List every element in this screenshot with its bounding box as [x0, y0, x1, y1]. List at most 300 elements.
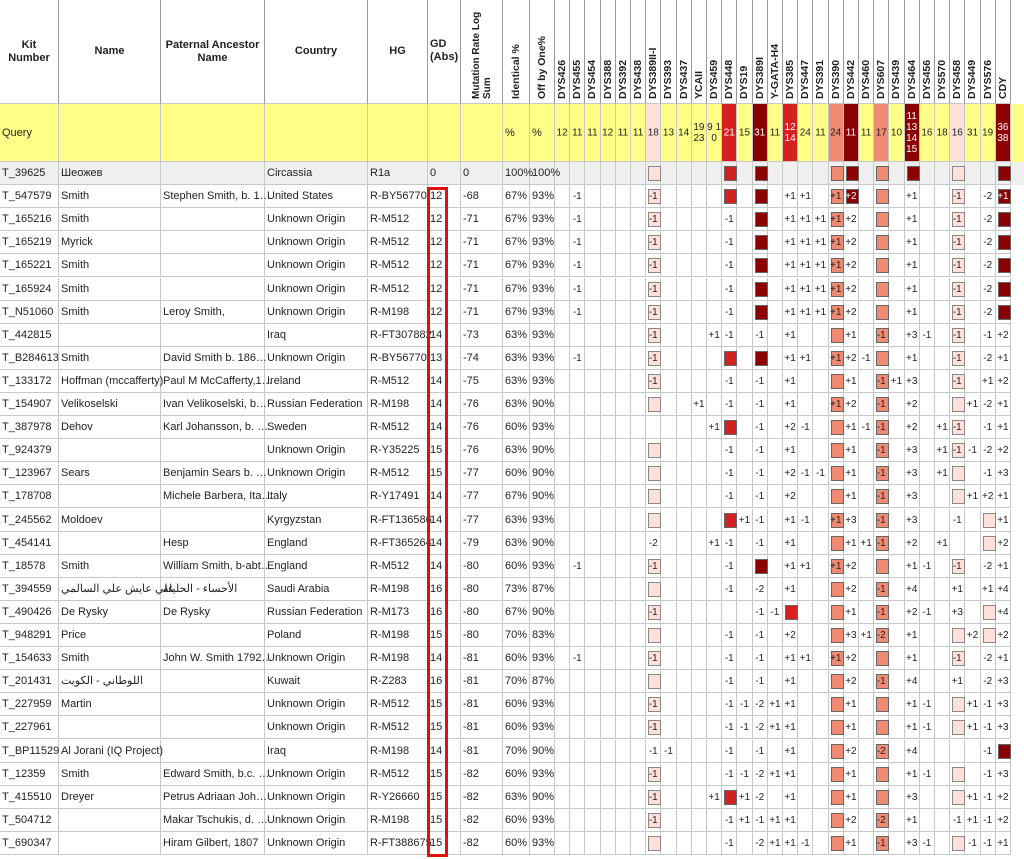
column-header-dys447[interactable]: [798, 0, 813, 104]
marker-cell: [950, 740, 965, 763]
marker-cell: [996, 393, 1011, 416]
marker-label: DYS388: [601, 59, 614, 99]
cell-name: [59, 254, 161, 277]
cell-kit-text: T_39625: [2, 167, 46, 179]
marker-cell: [722, 347, 737, 370]
table-row[interactable]: [0, 763, 1024, 786]
cell-ident: [503, 786, 530, 809]
cell-ancestor-text: Leroy Smith,: [163, 305, 225, 318]
table-row[interactable]: [0, 393, 1024, 416]
marker-cell: [798, 324, 813, 347]
marker-diff: -1: [983, 468, 993, 480]
marker-diff: -1: [952, 653, 962, 665]
marker-cell: [859, 532, 874, 555]
table-row[interactable]: [0, 832, 1024, 855]
marker-cell: [722, 231, 737, 254]
marker-cell: [661, 578, 676, 601]
table-row[interactable]: [0, 439, 1024, 462]
marker-cell: [768, 278, 783, 301]
column-header-dys388[interactable]: [601, 0, 616, 104]
marker-cell: [965, 324, 980, 347]
marker-cell: [798, 393, 813, 416]
marker-diff: -1: [861, 352, 871, 364]
marker-diff: -1: [724, 583, 734, 595]
column-header-dys389i[interactable]: [753, 0, 768, 104]
column-header-dys426[interactable]: [555, 0, 570, 104]
column-header-dys576[interactable]: [981, 0, 996, 104]
column-header-name[interactable]: [59, 0, 161, 104]
cell-ident: [503, 740, 530, 763]
marker-cell: [965, 370, 980, 393]
marker-cell: [646, 809, 661, 832]
marker-cell: [798, 740, 813, 763]
cell-ancestor-text: David Smith b. 186…: [163, 351, 267, 364]
cell-gd: [428, 578, 461, 601]
marker-cell: [859, 254, 874, 277]
marker-swatch: [648, 628, 661, 643]
column-header-dys442[interactable]: [844, 0, 859, 104]
marker-swatch: [983, 628, 996, 643]
cell-off: [530, 786, 555, 809]
marker-cell: [965, 601, 980, 624]
marker-cell: [813, 809, 828, 832]
column-header-kit[interactable]: [0, 0, 59, 104]
column-header-label: Identical %: [510, 44, 522, 99]
marker-cell: [965, 578, 980, 601]
cell-ancestor: [161, 208, 265, 231]
marker-diff: -1: [952, 214, 962, 226]
marker-diff: -2: [755, 583, 765, 595]
query-marker-value: [753, 104, 768, 162]
cell-off: [530, 532, 555, 555]
marker-cell: [798, 716, 813, 739]
marker-diff: -1: [876, 837, 886, 849]
marker-label: DYS391: [814, 59, 827, 99]
cell-gd: [428, 693, 461, 716]
cell-name-text: Velikoselski: [61, 398, 118, 410]
marker-cell: [844, 278, 859, 301]
table-row[interactable]: [0, 254, 1024, 277]
marker-cell: [753, 347, 768, 370]
marker-cell: [737, 786, 752, 809]
marker-diff: +1: [814, 214, 827, 226]
query-value-text: 11: [587, 127, 598, 138]
cell-mut: [461, 208, 503, 231]
marker-cell: [555, 278, 570, 301]
table-row[interactable]: [0, 532, 1024, 555]
column-header-hg[interactable]: [368, 0, 428, 104]
marker-cell: [692, 416, 707, 439]
marker-diff: -1: [648, 653, 658, 665]
marker-diff: +1: [860, 630, 872, 641]
cell-off-text: 83%: [532, 629, 555, 641]
marker-label: DYS389I: [753, 56, 766, 99]
marker-diff: -2: [983, 214, 993, 226]
marker-swatch: [831, 767, 844, 782]
column-header-dys437[interactable]: [677, 0, 692, 104]
cell-mut-text: -68: [463, 190, 479, 203]
cell-mut-text: -81: [463, 721, 479, 734]
table-row[interactable]: [0, 301, 1024, 324]
marker-cell: [905, 601, 920, 624]
marker-cell: [677, 278, 692, 301]
cell-ident-text: 73%: [505, 582, 528, 595]
table-row[interactable]: [0, 324, 1024, 347]
cell-mut: [461, 324, 503, 347]
marker-cell: [555, 624, 570, 647]
table-row[interactable]: [0, 370, 1024, 393]
column-header-gd[interactable]: [428, 0, 461, 104]
cell-mut-text: -77: [463, 513, 479, 526]
column-header-dys459[interactable]: [707, 0, 722, 104]
marker-cell: [753, 509, 768, 532]
marker-label: DYS385: [784, 59, 797, 99]
marker-cell: [798, 162, 813, 185]
column-header-dys391[interactable]: [813, 0, 828, 104]
marker-cell: [722, 716, 737, 739]
table-row[interactable]: [0, 740, 1024, 763]
marker-diff: +1: [860, 537, 872, 549]
column-header-ancestor[interactable]: [161, 0, 265, 104]
marker-cell: [813, 278, 828, 301]
table-row[interactable]: [0, 231, 1024, 254]
table-row[interactable]: [0, 485, 1024, 508]
cell-gd: [428, 740, 461, 763]
column-header-off[interactable]: [530, 0, 555, 104]
cell-hg-text: R-M512: [370, 559, 410, 572]
column-header-dys438[interactable]: [631, 0, 646, 104]
marker-cell: [707, 509, 722, 532]
marker-cell: [798, 578, 813, 601]
marker-cell: [996, 324, 1011, 347]
column-header-dys448[interactable]: [722, 0, 737, 104]
marker-diff: +3: [951, 606, 963, 618]
marker-cell: [996, 462, 1011, 485]
marker-cell: [905, 624, 920, 647]
marker-diff: -1: [724, 445, 734, 457]
column-header-ident[interactable]: [503, 0, 530, 104]
marker-cell: [935, 185, 950, 208]
marker-cell: [889, 393, 904, 416]
marker-cell: [753, 532, 768, 555]
cell-country: [265, 301, 368, 324]
cell-hg: [368, 832, 432, 855]
marker-cell: [889, 763, 904, 786]
table-row[interactable]: [0, 601, 1024, 624]
marker-cell: [692, 809, 707, 832]
marker-swatch: [907, 166, 920, 181]
marker-cell: [920, 254, 935, 277]
column-header-dys456[interactable]: [920, 0, 935, 104]
column-header-dys390[interactable]: [829, 0, 844, 104]
marker-cell: [981, 301, 996, 324]
table-row[interactable]: [0, 278, 1024, 301]
marker-cell: [965, 670, 980, 693]
cell-ident: [503, 809, 530, 832]
marker-label: DYS456: [920, 59, 933, 99]
marker-cell: [601, 555, 616, 578]
cell-kit: [0, 601, 59, 624]
table-row[interactable]: [0, 347, 1024, 370]
marker-diff: -2: [755, 837, 765, 849]
marker-diff: +4: [905, 583, 918, 595]
cell-kit: [0, 809, 59, 832]
marker-cell: [555, 254, 570, 277]
cell-gd: [428, 716, 461, 739]
marker-cell: [631, 624, 646, 647]
query-row: [0, 104, 1024, 162]
query-marker-value: [692, 104, 707, 162]
marker-swatch: [648, 582, 661, 597]
marker-cell: [631, 278, 646, 301]
marker-label: DYS459: [708, 59, 721, 99]
marker-cell: [601, 301, 616, 324]
column-header-dys458[interactable]: [950, 0, 965, 104]
marker-cell: [950, 809, 965, 832]
marker-cell: [950, 439, 965, 462]
column-header-y-gata-h4[interactable]: [768, 0, 783, 104]
cell-ident-text: 63%: [505, 398, 528, 410]
marker-cell: [646, 278, 661, 301]
marker-cell: [813, 647, 828, 670]
cell-name: [59, 278, 161, 301]
cell-mut-text: -82: [463, 790, 479, 803]
cell-kit-text: T_924379: [2, 444, 52, 457]
cell-ident: [503, 693, 530, 716]
cell-name: [59, 624, 161, 647]
cell-off: [530, 578, 555, 601]
table-row[interactable]: [0, 555, 1024, 578]
marker-cell: [570, 693, 585, 716]
table-row[interactable]: [0, 624, 1024, 647]
column-header-country[interactable]: [265, 0, 368, 104]
marker-diff: +1: [997, 837, 1009, 849]
cell-hg-text: R-FT388675: [370, 836, 432, 849]
marker-label: DYS389II-I: [647, 47, 660, 99]
marker-cell: [646, 416, 661, 439]
marker-cell: [844, 162, 859, 185]
column-header-dys439[interactable]: [889, 0, 904, 104]
marker-cell: [661, 601, 676, 624]
column-header-dys454[interactable]: [585, 0, 600, 104]
cell-hg: [368, 439, 428, 462]
query-value-text: 13: [662, 127, 675, 138]
marker-cell: [737, 578, 752, 601]
marker-cell: [844, 532, 859, 555]
table-row[interactable]: [0, 162, 1024, 185]
marker-cell: [692, 601, 707, 624]
table-row[interactable]: [0, 693, 1024, 716]
marker-swatch: [952, 790, 965, 805]
table-row[interactable]: [0, 185, 1024, 208]
table-row[interactable]: [0, 716, 1024, 739]
table-row[interactable]: [0, 509, 1024, 532]
column-header-dys570[interactable]: [935, 0, 950, 104]
marker-diff: -2: [755, 699, 765, 711]
marker-diff: +1: [784, 352, 796, 364]
marker-diff: +2: [845, 399, 857, 410]
cell-ancestor: [161, 439, 265, 462]
marker-cell: [601, 185, 616, 208]
marker-diff: -1: [572, 260, 582, 272]
marker-cell: [950, 278, 965, 301]
cell-hg: [368, 578, 428, 601]
marker-cell: [920, 670, 935, 693]
column-header-ycaii[interactable]: [692, 0, 707, 104]
marker-diff: -1: [724, 768, 734, 780]
marker-swatch: [876, 767, 889, 782]
marker-cell: [950, 324, 965, 347]
table-row[interactable]: [0, 462, 1024, 485]
marker-diff: +1: [845, 445, 857, 457]
marker-cell: [844, 393, 859, 416]
marker-cell: [661, 647, 676, 670]
column-header-label: Mutation Rate Log Sum: [470, 11, 493, 99]
marker-diff: +3: [905, 468, 918, 480]
marker-cell: [874, 786, 889, 809]
marker-cell: [753, 578, 768, 601]
query-value-text: 12: [556, 127, 568, 138]
marker-diff: -2: [983, 399, 993, 410]
query-marker-value: [874, 104, 889, 162]
marker-cell: [844, 462, 859, 485]
table-row[interactable]: [0, 647, 1024, 670]
cell-mut: [461, 740, 503, 763]
marker-diff: -1: [724, 676, 734, 688]
column-header-dys385[interactable]: [783, 0, 798, 104]
marker-diff: -1: [876, 422, 886, 434]
marker-diff: -2: [648, 537, 658, 549]
marker-cell: [813, 393, 828, 416]
column-header-mut[interactable]: [461, 0, 503, 104]
cell-hg-text: R-Y26660: [370, 790, 420, 803]
marker-cell: [692, 462, 707, 485]
marker-cell: [798, 485, 813, 508]
marker-cell: [889, 208, 904, 231]
marker-swatch: [998, 305, 1011, 320]
marker-cell: [570, 763, 585, 786]
marker-cell: [722, 670, 737, 693]
marker-cell: [905, 370, 920, 393]
column-header-dys455[interactable]: [570, 0, 585, 104]
column-header-dys392[interactable]: [616, 0, 631, 104]
column-header-dys393[interactable]: [661, 0, 676, 104]
table-row[interactable]: [0, 786, 1024, 809]
cell-gd: [428, 763, 461, 786]
marker-cell: [844, 578, 859, 601]
marker-cell: [783, 462, 798, 485]
marker-cell: [768, 647, 783, 670]
marker-cell: [965, 532, 980, 555]
marker-cell: [677, 832, 692, 855]
column-header-dys449[interactable]: [965, 0, 980, 104]
query-cell-hg: [368, 104, 428, 162]
column-header-dys607[interactable]: [874, 0, 889, 104]
marker-cell: [935, 347, 950, 370]
marker-cell: [996, 670, 1011, 693]
marker-diff: -1: [952, 445, 962, 457]
marker-swatch: [952, 489, 965, 504]
cell-kit: [0, 347, 59, 370]
cell-off-text: 93%: [532, 513, 555, 526]
cell-ancestor: [161, 716, 265, 739]
cell-kit: [0, 647, 59, 670]
marker-diff: +1: [936, 445, 948, 457]
cell-name: [59, 324, 161, 347]
marker-cell: [768, 324, 783, 347]
marker-label: DYS442: [844, 59, 857, 99]
marker-cell: [616, 347, 631, 370]
table-row[interactable]: [0, 578, 1024, 601]
marker-cell: [707, 532, 722, 555]
marker-cell: [631, 208, 646, 231]
marker-label: DYS392: [616, 59, 629, 99]
table-row[interactable]: [0, 670, 1024, 693]
marker-cell: [889, 509, 904, 532]
cell-kit-text: T_123967: [2, 467, 52, 480]
table-row[interactable]: [0, 208, 1024, 231]
marker-cell: [920, 485, 935, 508]
marker-cell: [920, 809, 935, 832]
marker-cell: [616, 716, 631, 739]
column-header-label: Name: [94, 45, 125, 57]
marker-diff: -1: [755, 375, 765, 387]
cell-ident-text: 63%: [505, 374, 528, 387]
marker-cell: [646, 485, 661, 508]
cell-hg-text: R-M198: [370, 744, 410, 757]
marker-cell: [707, 485, 722, 508]
marker-cell: [570, 301, 585, 324]
cell-ident-text: 60%: [505, 836, 528, 849]
marker-cell: [692, 740, 707, 763]
column-header-dys460[interactable]: [859, 0, 874, 104]
marker-cell: [555, 393, 570, 416]
marker-cell: [722, 416, 737, 439]
table-row[interactable]: [0, 809, 1024, 832]
cell-ancestor: [161, 509, 265, 532]
cell-ident-text: 70%: [505, 744, 528, 757]
column-header-cdy[interactable]: [996, 0, 1011, 104]
cell-off: [530, 555, 555, 578]
marker-cell: [722, 624, 737, 647]
marker-cell: [829, 509, 844, 532]
cell-hg: [368, 185, 428, 208]
marker-cell: [965, 439, 980, 462]
cell-name: [59, 208, 161, 231]
cell-name: [59, 532, 161, 555]
table-row[interactable]: [0, 416, 1024, 439]
marker-cell: [677, 716, 692, 739]
marker-diff: -1: [664, 745, 673, 757]
column-header-dys389ii-i[interactable]: [646, 0, 661, 104]
marker-cell: [692, 278, 707, 301]
marker-cell: [920, 555, 935, 578]
marker-cell: [905, 509, 920, 532]
marker-cell: [813, 185, 828, 208]
cell-kit-text: T_690347: [2, 836, 52, 849]
marker-cell: [889, 162, 904, 185]
column-header-dys464[interactable]: [905, 0, 920, 104]
cell-ident: [503, 185, 530, 208]
column-header-dys19[interactable]: [737, 0, 752, 104]
marker-cell: [570, 716, 585, 739]
marker-cell: [920, 647, 935, 670]
marker-swatch: [876, 351, 889, 366]
marker-diff: -1: [968, 445, 977, 457]
marker-cell: [798, 278, 813, 301]
marker-cell: [950, 624, 965, 647]
marker-cell: [661, 231, 676, 254]
